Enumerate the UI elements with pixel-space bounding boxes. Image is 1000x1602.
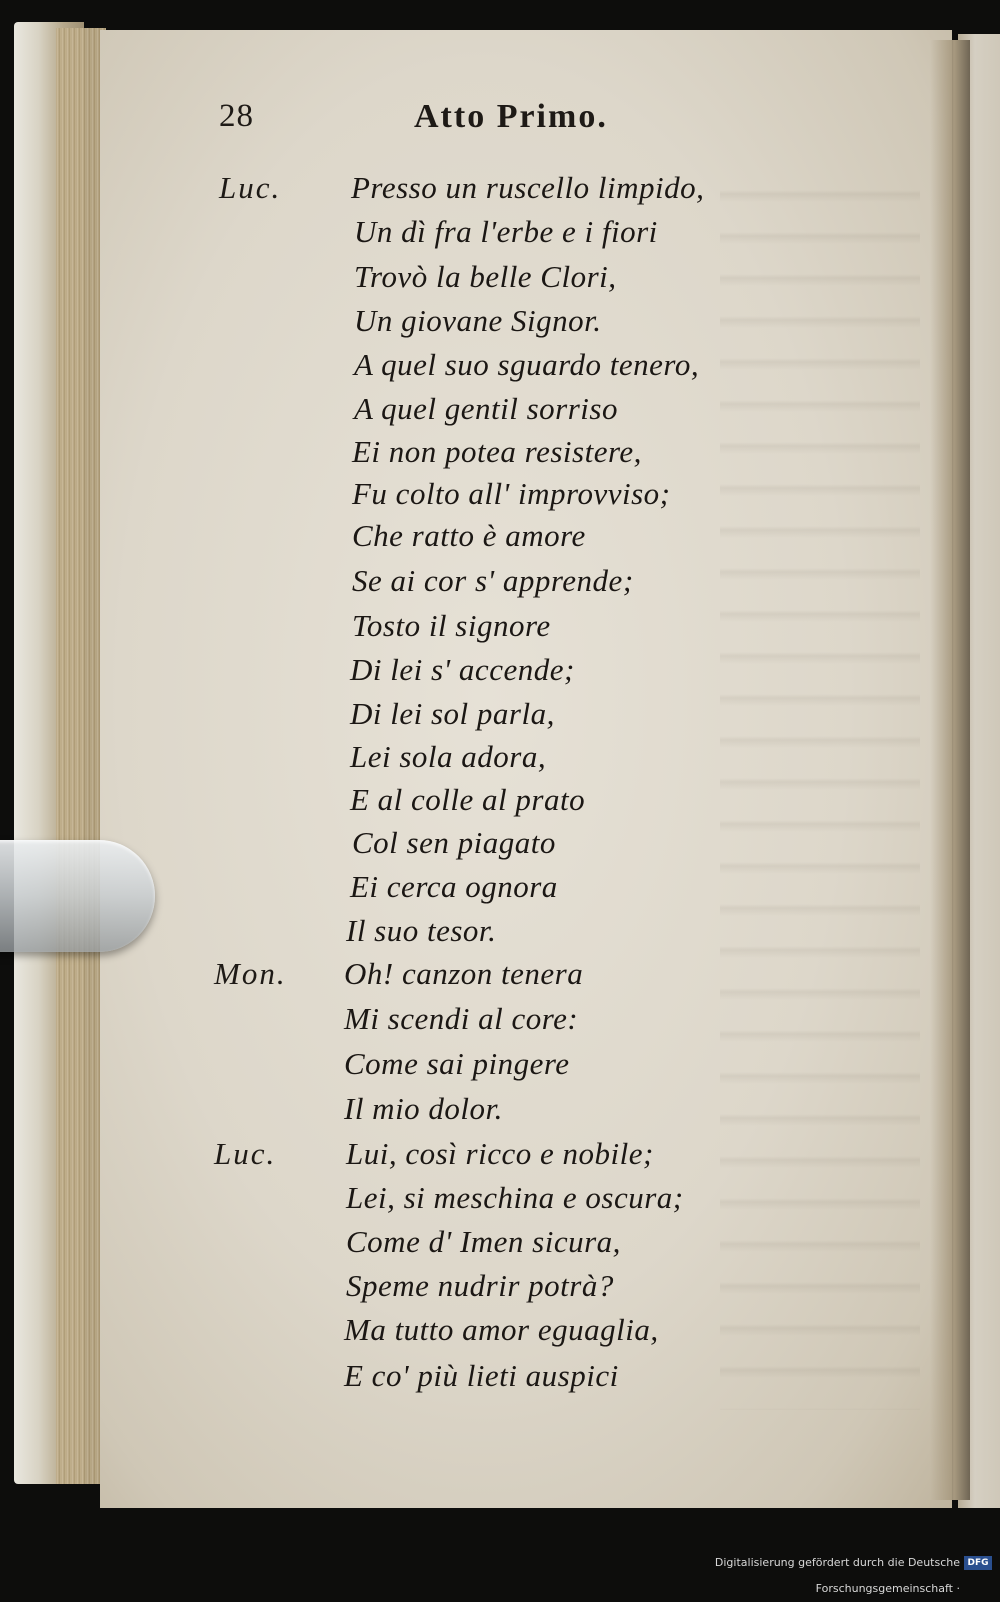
dfg-logo: DFG xyxy=(964,1556,992,1570)
page-edges xyxy=(56,28,106,1484)
verse-line: Un giovane Signor. xyxy=(354,303,602,338)
verse-line: A quel suo sguardo tenero, xyxy=(354,347,700,382)
verse-line: Trovò la belle Clori, xyxy=(354,259,617,294)
verse-line: Presso un ruscello limpido, xyxy=(351,170,705,205)
verse-line: Ei non potea resistere, xyxy=(352,434,642,469)
verse-line: Fu colto all' improvviso; xyxy=(352,476,671,511)
verse-line: Tosto il signore xyxy=(352,608,551,643)
verse-line: Come sai pingere xyxy=(344,1046,570,1081)
verse-line: Lei sola adora, xyxy=(350,739,547,774)
verse-line: Come d' Imen sicura, xyxy=(346,1224,621,1259)
verse-line: Di lei sol parla, xyxy=(350,696,555,731)
speaker-label: Luc. xyxy=(219,170,282,205)
gutter-shadow xyxy=(930,40,970,1500)
verse-line: Il mio dolor. xyxy=(344,1091,503,1126)
page-clip xyxy=(0,840,155,952)
running-head xyxy=(0,98,1000,148)
verse-line: A quel gentil sorriso xyxy=(354,391,618,426)
verse-line: Un dì fra l'erbe e i fiori xyxy=(354,214,658,249)
show-through-text xyxy=(720,160,920,1410)
speaker-label: Luc. xyxy=(214,1136,277,1171)
digitization-credit: Digitalisierung gefördert durch die Deutsche Forschungsgemeinschaft · xyxy=(714,1556,960,1595)
verse-line: Di lei s' accende; xyxy=(350,652,575,687)
verse-line: Se ai cor s' apprende; xyxy=(352,563,634,598)
verse-line: Lei, si meschina e oscura; xyxy=(346,1180,684,1215)
running-title: Atto Primo. xyxy=(414,98,608,135)
verse-line: Ma tutto amor eguaglia, xyxy=(344,1312,659,1347)
verse-line: Il suo tesor. xyxy=(346,913,497,948)
verse-line: Oh! canzon tenera xyxy=(344,956,584,991)
verse-line: E co' più lieti auspici xyxy=(344,1358,619,1393)
verse-line: Che ratto è amore xyxy=(352,518,586,553)
verse-line: Ei cerca ognora xyxy=(350,869,558,904)
page-number: 28 xyxy=(219,98,254,134)
verse-line: Col sen piagato xyxy=(352,825,556,860)
speaker-label: Mon. xyxy=(214,956,287,991)
verse-line: E al colle al prato xyxy=(350,782,586,817)
verse-line: Lui, così ricco e nobile; xyxy=(346,1136,654,1171)
verse-line: Speme nudrir potrà? xyxy=(346,1268,614,1303)
verse-line: Mi scendi al core: xyxy=(344,1001,579,1036)
